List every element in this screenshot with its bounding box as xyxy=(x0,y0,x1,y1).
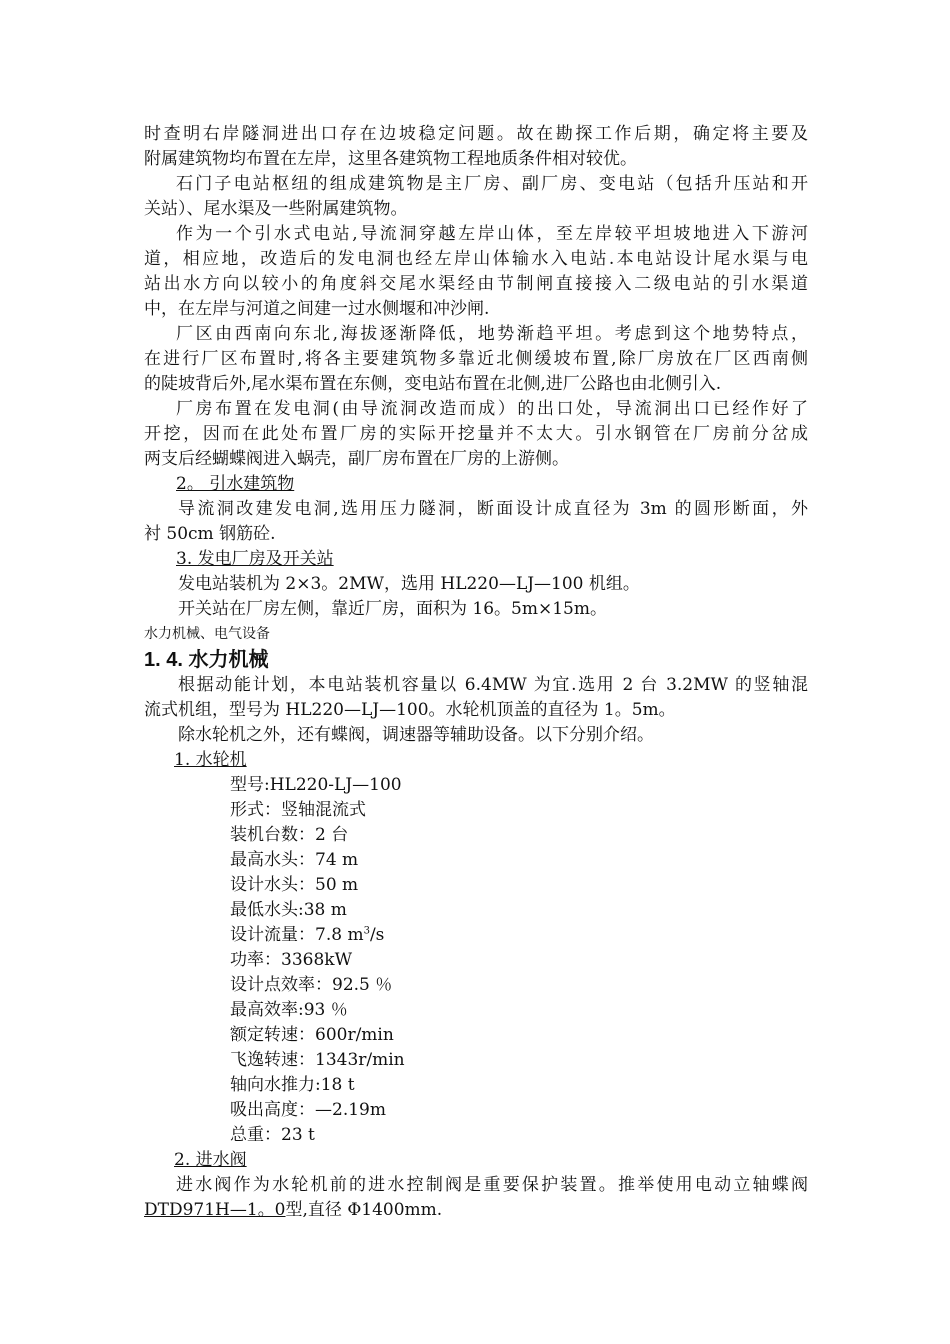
spec-total-weight: 总重：23 t xyxy=(230,1125,315,1145)
spec-suction-height: 吸出高度：—2.19m xyxy=(230,1100,386,1120)
text-line: 附属建筑物均布置在左岸，这里各建筑物工程地质条件相对较优。 xyxy=(144,149,637,169)
text-line xyxy=(144,1198,808,1223)
spec-power: 功率：3368kW xyxy=(230,950,353,970)
section-label: 水力机械、电气设备 xyxy=(144,626,270,642)
turbine-spec-list xyxy=(144,773,808,1148)
text-line: 衬 50cm 钢筋砼. xyxy=(144,524,276,544)
text-line: 道，相应地，改造后的发电洞也经左岸山体输水入电站.本电站设计尾水渠与电 xyxy=(144,249,808,269)
text-line: 在进行厂区布置时,将各主要建筑物多靠近北侧缓坡布置,除厂房放在厂区西南侧 xyxy=(144,349,808,369)
text-line: 作为一个引水式电站,导流洞穿越左岸山体，至左岸较平坦坡地进入下游河 xyxy=(176,224,808,244)
text-line: 两支后经蝴蝶阀进入蜗壳，副厂房布置在厂房的上游侧。 xyxy=(144,449,569,469)
paragraph-site-selection xyxy=(144,122,808,172)
paragraph-switchyard: 开关站在厂房左侧，靠近厂房，面积为 16。5m×15m。 xyxy=(178,599,607,619)
text-line: 厂房布置在发电洞(由导流洞改造而成）的出口处，导流洞出口已经作好了 xyxy=(176,399,808,419)
spec-max-head: 最高水头：74 m xyxy=(230,850,359,870)
text-line: 时查明右岸隧洞进出口存在边坡稳定问题。故在勘探工作后期，确定将主要及 xyxy=(144,124,808,144)
section-title-hydraulic-machinery: 1. 4. 水力机械 xyxy=(144,649,269,671)
heading-water-intake-structures: 2。 引水建筑物 xyxy=(176,474,295,494)
heading-turbine: 1. 水轮机 xyxy=(174,750,247,770)
spec-model: 型号:HL220-LJ—100 xyxy=(230,775,402,795)
paragraph-hub-buildings xyxy=(144,172,808,222)
spec-design-flow xyxy=(230,923,808,948)
spec-max-efficiency: 最高效率:93 ％ xyxy=(230,1000,348,1020)
spec-design-efficiency: 设计点效率：92.5 ％ xyxy=(230,975,393,995)
text-line: 进水阀作为水轮机前的进水控制阀是重要保护装置。推举使用电动立轴蝶阀 xyxy=(176,1175,808,1195)
valve-spec: 型,直径 Φ1400mm. xyxy=(285,1200,443,1220)
document-page xyxy=(144,122,808,1223)
paragraph-pressure-tunnel xyxy=(144,497,808,547)
text-line: 关站）、尾水渠及一些附属建筑物。 xyxy=(144,199,408,219)
paragraph-installed-capacity xyxy=(144,673,808,723)
text-line: 石门子电站枢纽的组成建筑物是主厂房、副厂房、变电站（包括升压站和开 xyxy=(176,174,808,194)
text-line: 根据动能计划，本电站装机容量以 6.4MW 为宜.选用 2 台 3.2MW 的竖轴混 xyxy=(178,675,808,695)
paragraph-unit-capacity: 发电站装机为 2×3。2MW，选用 HL220—LJ—100 机组。 xyxy=(178,574,640,594)
spec-rated-speed: 额定转速：600r/min xyxy=(230,1025,394,1045)
text-line: 流式机组，型号为 HL220—LJ—100。水轮机顶盖的直径为 1。5m。 xyxy=(144,700,676,720)
spec-design-head: 设计水头：50 m xyxy=(230,875,359,895)
spec-design-flow-unit: /s xyxy=(369,925,385,945)
spec-min-head: 最低水头:38 m xyxy=(230,900,347,920)
spec-axial-thrust: 轴向水推力:18 t xyxy=(230,1075,355,1095)
spec-runaway-speed: 飞逸转速：1343r/min xyxy=(230,1050,405,1070)
text-line: 的陡坡背后外,尾水渠布置在东侧，变电站布置在北侧,进厂公路也由北侧引入. xyxy=(144,374,722,394)
text-line: 厂区由西南向东北,海拔逐渐降低，地势渐趋平坦。考虑到这个地势特点， xyxy=(176,324,808,344)
spec-design-flow-value: 设计流量：7.8 m xyxy=(230,925,364,945)
paragraph-inlet-valve xyxy=(144,1173,808,1223)
superscript: 3 xyxy=(363,925,370,937)
paragraph-plant-area xyxy=(144,322,808,397)
paragraph-diversion-layout xyxy=(144,222,808,322)
heading-inlet-valve: 2. 进水阀 xyxy=(174,1150,247,1170)
text-line: 开挖，因而在此处布置厂房的实际开挖量并不太大。引水钢管在厂房前分岔成 xyxy=(144,424,808,444)
paragraph-auxiliary-equipment: 除水轮机之外，还有蝶阀，调速器等辅助设备。以下分别介绍。 xyxy=(178,725,654,745)
valve-model: DTD971H—1。0 xyxy=(144,1200,286,1220)
text-line: 中，在左岸与河道之间建一过水侧堰和冲沙闸. xyxy=(144,299,490,319)
paragraph-powerhouse-layout xyxy=(144,397,808,472)
heading-powerhouse-switchyard: 3. 发电厂房及开关站 xyxy=(176,549,334,569)
text-line: 站出水方向以较小的角度斜交尾水渠经由节制闸直接接入二级电站的引水渠道 xyxy=(144,274,808,294)
spec-units: 装机台数：2 台 xyxy=(230,825,349,845)
spec-type: 形式：竖轴混流式 xyxy=(230,800,366,820)
text-line: 导流洞改建发电洞,选用压力隧洞，断面设计成直径为 3m 的圆形断面，外 xyxy=(178,499,808,519)
